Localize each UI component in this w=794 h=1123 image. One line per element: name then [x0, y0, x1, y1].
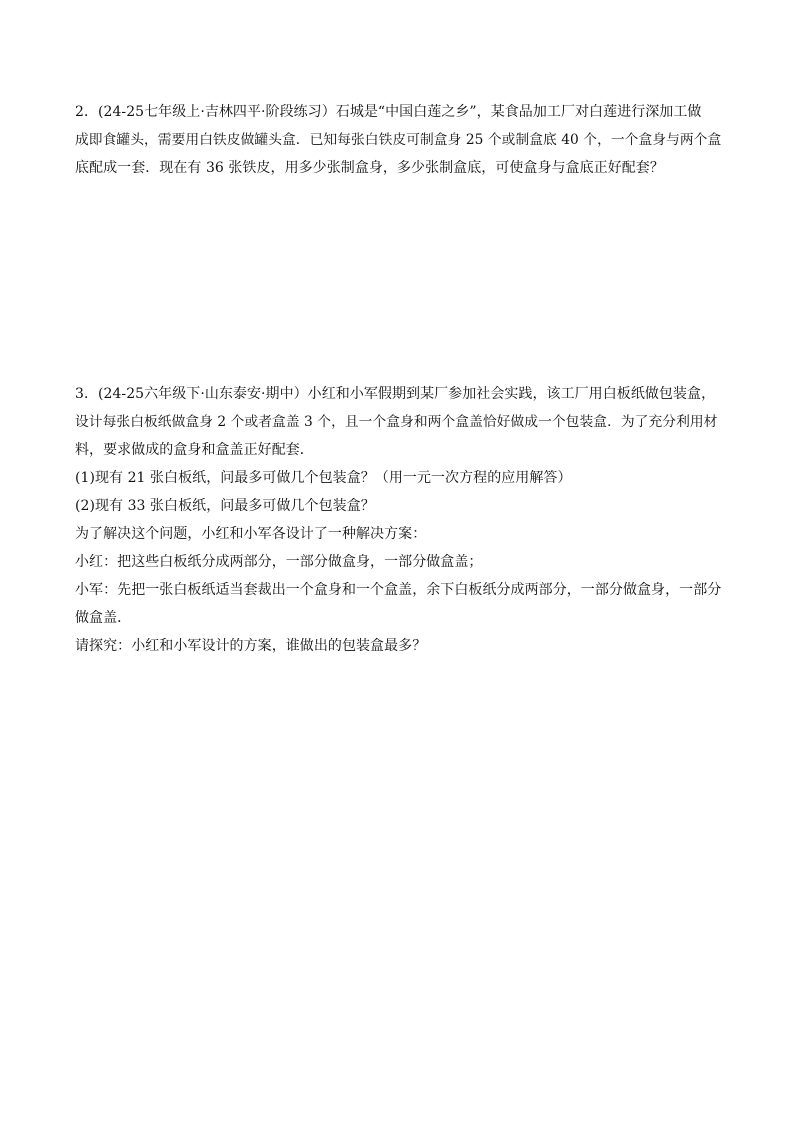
question-2: [75, 98, 725, 182]
question-3-intro-solutions: 为了解决这个问题，小红和小军各设计了一种解决方案：: [75, 526, 427, 542]
question-3-xiaojun-plan-line-2: 做盒盖．: [75, 610, 132, 626]
question-3-xiaohong-plan: 小红：把这些白板纸分成两部分，一部分做盒身，一部分做盒盖；: [75, 554, 483, 570]
question-3: [75, 380, 725, 660]
question-3-explore-prompt: 请探究：小红和小军设计的方案，谁做出的包装盒最多？: [75, 638, 427, 654]
question-3-xiaojun-plan-line-1: 小军：先把一张白板纸适当套裁出一个盒身和一个盒盖，余下白板纸分成两部分，一部分做盒身，一部分: [75, 582, 722, 598]
question-3-line-3: 料，要求做成的盒身和盒盖正好配套．: [75, 442, 314, 458]
question-3-line-1: 3．(24-25六年级下·山东泰安·期中）小红和小军假期到某厂参加社会实践，该工厂用白板纸做包装盒，: [75, 386, 716, 402]
question-3-subquestion-1: (1)现有 21 张白板纸，问最多可做几个包装盒？（用一元一次方程的应用解答）: [75, 470, 572, 486]
question-2-line-3: 底配成一套．现在有 36 张铁皮，用多少张制盒身，多少张制盒底，可使盒身与盒底正好配套？: [75, 160, 664, 176]
question-3-subquestion-2: (2)现有 33 张白板纸，问最多可做几个包装盒？: [75, 498, 375, 514]
question-2-line-1: 2．(24-25七年级上·吉林四平·阶段练习）石城是“中国白莲之乡”，某食品加工厂对白莲进行深加工做: [75, 104, 702, 120]
question-3-line-2: 设计每张白板纸做盒身 2 个或者盒盖 3 个，且一个盒身和两个盒盖恰好做成一个包装盒．为了充分利用材: [75, 414, 718, 430]
question-2-line-2: 成即食罐头，需要用白铁皮做罐头盒．已知每张白铁皮可制盒身 25 个或制盒底 40 个，一个盒身与两个盒: [75, 132, 722, 148]
